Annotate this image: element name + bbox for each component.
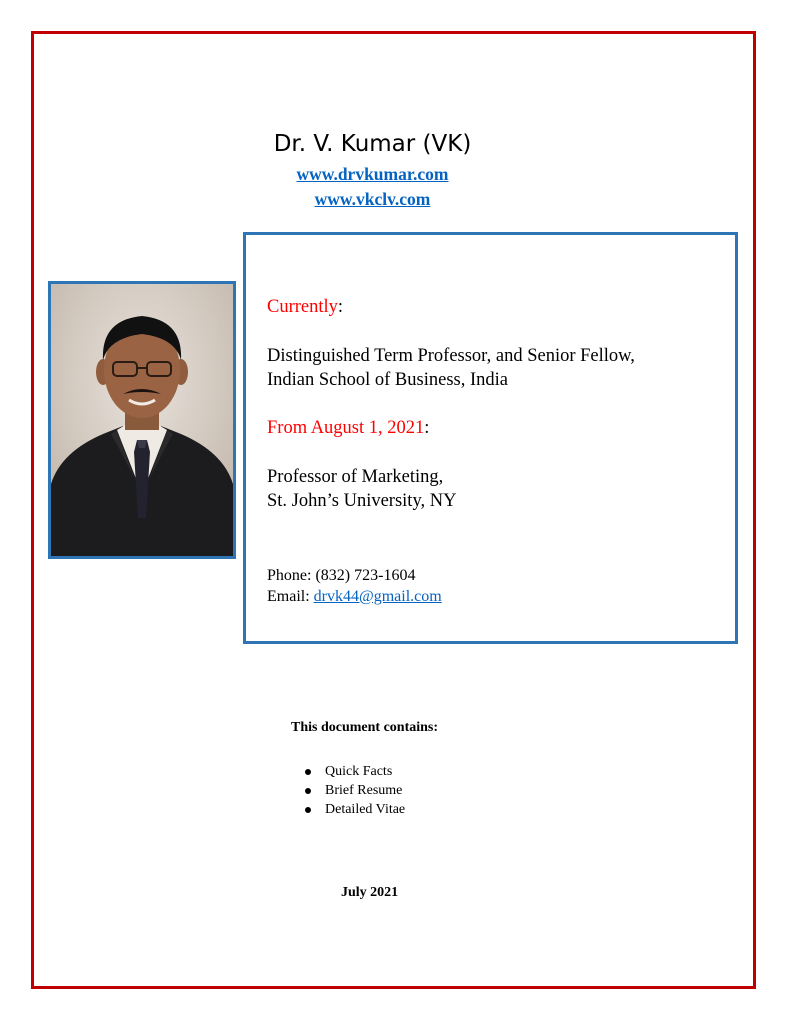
- current-position-line1: Distinguished Term Professor, and Senior Fellow,: [267, 346, 635, 366]
- website-link-vkclv[interactable]: www.vkclv.com: [314, 189, 431, 209]
- website-link-drvkumar[interactable]: www.drvkumar.com: [296, 164, 449, 184]
- from-colon: :: [424, 418, 430, 438]
- email-line: [267, 586, 442, 607]
- author-name: Dr. V. Kumar (VK): [273, 131, 472, 157]
- phone-value: (832) 723-1604: [315, 567, 416, 584]
- from-heading: [267, 417, 429, 439]
- portrait-photo: [48, 281, 236, 559]
- from-label: From August 1, 2021: [267, 418, 425, 438]
- list-item: Detailed Vitae: [303, 800, 405, 819]
- list-item: Brief Resume: [303, 781, 405, 800]
- currently-heading: [267, 296, 343, 318]
- currently-label: Currently: [267, 297, 338, 317]
- current-position-line2: Indian School of Business, India: [267, 370, 508, 390]
- document-date: July 2021: [341, 885, 399, 900]
- currently-colon: :: [337, 297, 344, 317]
- phone-line: [267, 565, 415, 586]
- portrait-icon: [51, 284, 233, 556]
- contents-heading: This document contains:: [291, 720, 439, 735]
- phone-label: Phone:: [267, 567, 312, 584]
- list-item: Quick Facts: [303, 762, 405, 781]
- new-position-line1: Professor of Marketing,: [267, 467, 444, 487]
- email-label: Email:: [267, 588, 310, 605]
- info-box: [243, 232, 738, 644]
- new-position-line2: St. John’s University, NY: [267, 491, 457, 511]
- email-link[interactable]: drvk44@gmail.com: [313, 588, 442, 605]
- contents-list: [303, 762, 405, 819]
